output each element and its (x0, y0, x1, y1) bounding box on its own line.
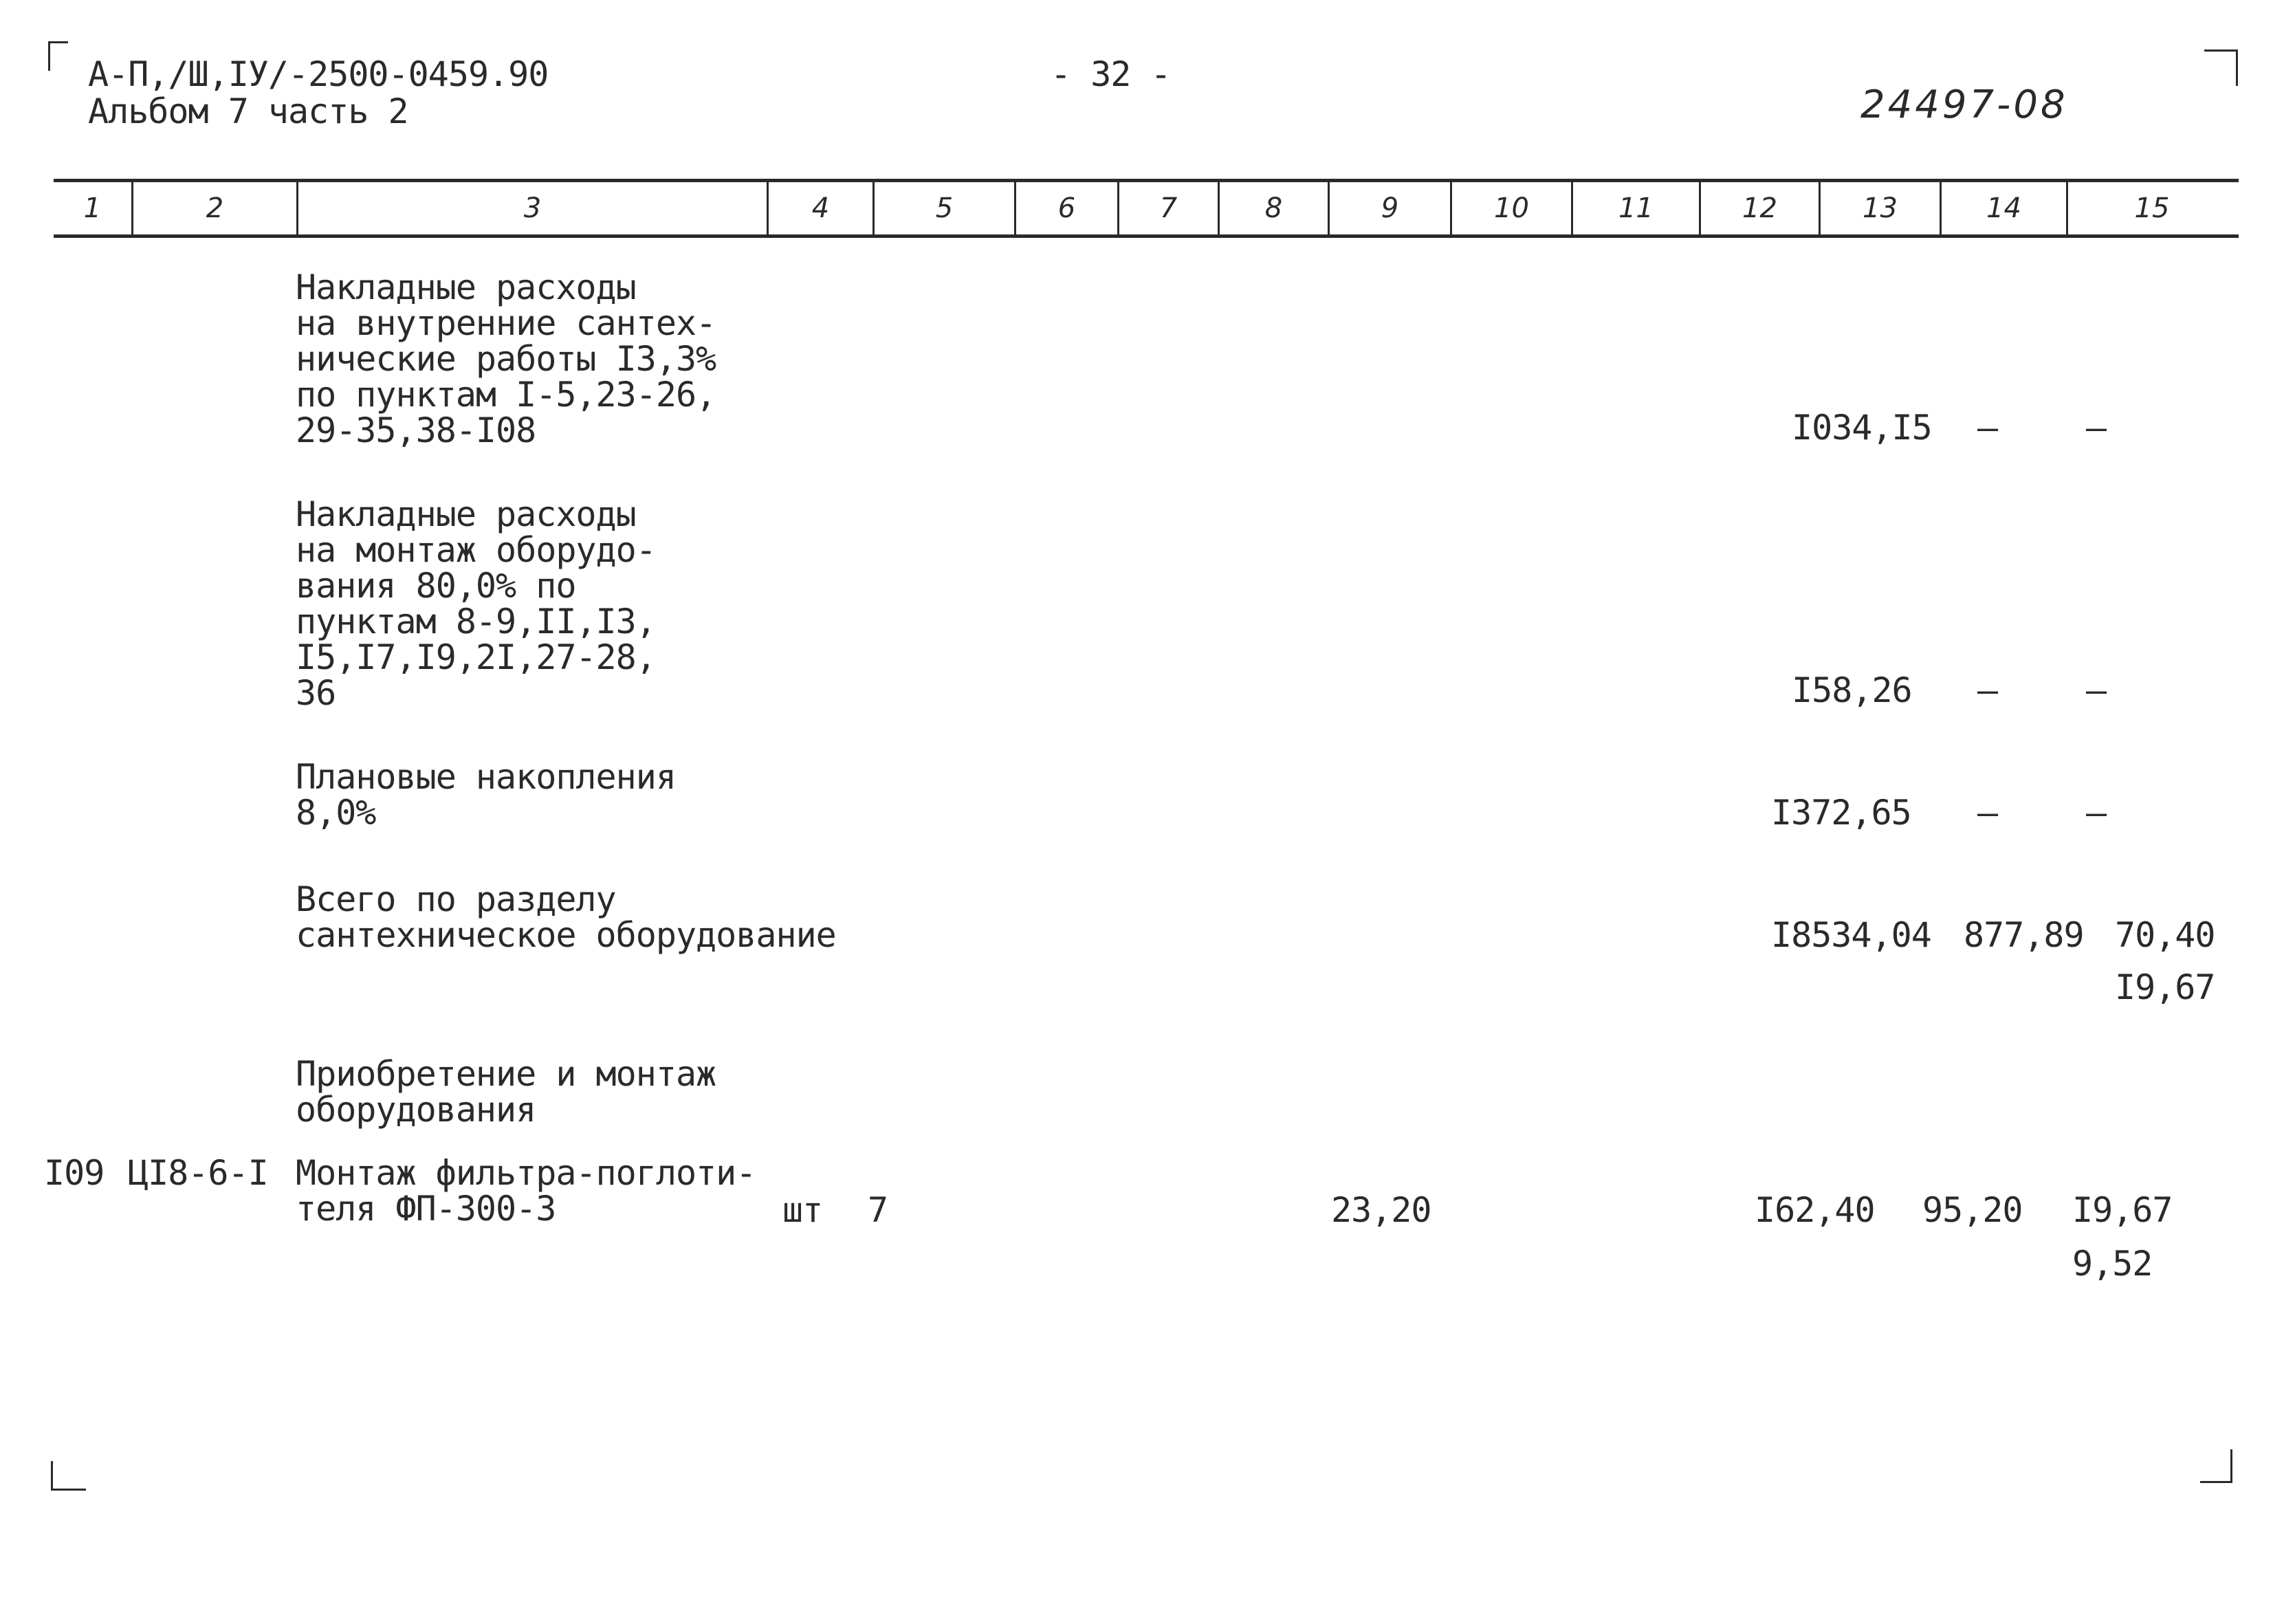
column-header-2: 2 (133, 182, 298, 234)
row-1-description: Накладные расходы на внутренние сантех- нические работы I3,3% по пунктам I-5,23-26, 29-35,38-I08 (296, 267, 716, 450)
row-6-col9: 23,20 (1331, 1190, 1431, 1230)
row-6-col14: 95,20 (1922, 1190, 2023, 1230)
row-6-unit: шт (782, 1190, 823, 1230)
row-4-col15: 70,40 (2115, 915, 2215, 955)
row-3-col15: – (2086, 793, 2107, 833)
row-4-col15-sub: I9,67 (2115, 967, 2215, 1007)
row-2-col14: – (1977, 670, 1998, 710)
row-3-col14: – (1977, 793, 1998, 833)
album-caption: Альбом 7 часть 2 (88, 91, 408, 131)
row-3-description: Плановые накопления 8,0% (296, 757, 676, 833)
document-code: А-П,/Ш,IУ/-2500-0459.90 (88, 54, 549, 94)
column-header-3: 3 (298, 182, 769, 234)
column-header-10: 10 (1452, 182, 1573, 234)
row-6-col13: I62,40 (1755, 1190, 1875, 1230)
column-header-4: 4 (769, 182, 875, 234)
column-header-5: 5 (875, 182, 1016, 234)
column-header-14: 14 (1942, 182, 2068, 234)
column-header-7: 7 (1119, 182, 1220, 234)
column-header-13: 13 (1821, 182, 1942, 234)
column-header-6: 6 (1016, 182, 1119, 234)
column-header-12: 12 (1701, 182, 1821, 234)
row-2-col13: I58,26 (1792, 670, 1912, 710)
row-5-description: Приобретение и монтаж оборудования (296, 1054, 716, 1130)
column-header-15: 15 (2134, 193, 2170, 224)
row-6-col15: I9,67 (2072, 1190, 2173, 1230)
column-header-9: 9 (1330, 182, 1452, 234)
row-6-col15-sub: 9,52 (2072, 1244, 2153, 1284)
row-6-code: ЦI8-6-I (128, 1153, 268, 1193)
row-2-col15: – (2086, 670, 2107, 710)
row-1-col13: I034,I5 (1792, 408, 1932, 448)
row-4-description: Всего по разделу сантехническое оборудование (296, 879, 836, 955)
row-1-col15: – (2086, 408, 2107, 448)
column-header-1: 1 (54, 182, 133, 234)
corner-mark-bottom-right (2200, 1449, 2232, 1483)
row-4-col14: 877,89 (1964, 915, 2084, 955)
corner-mark-top-right (2204, 50, 2238, 86)
stamp-number: 24497-08 (1860, 83, 2068, 127)
row-4-col13: I8534,04 (1771, 915, 1931, 955)
row-6-number: I09 (44, 1153, 105, 1193)
row-1-col14: – (1977, 408, 1998, 448)
row-6-description: Монтаж фильтра-поглоти- теля ФП-300-3 (296, 1153, 756, 1229)
column-header-8: 8 (1220, 182, 1330, 234)
row-2-description: Накладные расходы на монтаж оборудо- вания 80,0% по пунктам 8-9,II,I3, I5,I7,I9,2I,27-28, 36 (296, 494, 656, 713)
column-header-11: 11 (1573, 182, 1701, 234)
row-3-col13: I372,65 (1771, 793, 1911, 833)
corner-mark-bottom-left (51, 1461, 86, 1491)
corner-mark-top-left (48, 41, 68, 71)
column-header-row (54, 179, 2239, 238)
page-number: - 32 - (1051, 54, 1171, 94)
row-6-quantity: 7 (868, 1190, 888, 1230)
